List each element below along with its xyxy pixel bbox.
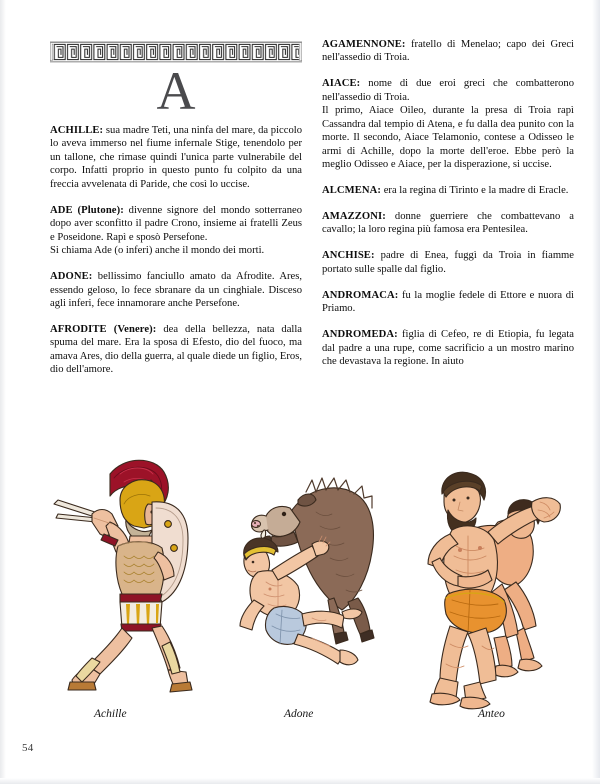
- entry-term: ALCMENA:: [322, 185, 382, 197]
- caption-achille: Achille: [94, 708, 127, 720]
- entry-term: ANCHISE:: [322, 250, 375, 262]
- page-number: 54: [22, 742, 34, 754]
- illustration-anteo: [406, 452, 566, 710]
- page-letter-heading: A: [156, 61, 196, 121]
- entry-text: nome di due eroi greci che combatterono nell'assedio di Troia.: [322, 78, 574, 103]
- caption-anteo: Anteo: [478, 708, 505, 720]
- entry-text: fratello di Menelao; capo dei Greci nell'assedio di Troia.: [322, 39, 574, 64]
- entry-term: ANDROMACA:: [322, 289, 399, 301]
- illustration-row: [38, 452, 568, 710]
- dictionary-entry: [322, 328, 574, 368]
- dictionary-entry: [50, 323, 302, 377]
- greek-meander-border-icon: [50, 41, 302, 63]
- entry-text: divenne signore del mondo sotterraneo dopo aver sconfitto il padre Crono, insieme ai fratelli Zeus e Poseidone. Rapì e sposò Persefone.: [50, 204, 302, 243]
- entry-term: ANDROMEDA:: [322, 329, 398, 341]
- entry-text: padre di Enea, fuggì da Troia in fiamme portato sulle spalle dal figlio.: [322, 250, 574, 275]
- text-column-left: [50, 124, 302, 377]
- caption-adone: Adone: [284, 708, 314, 720]
- illustration-adone: [220, 452, 380, 710]
- entry-text: fu la moglie fedele di Ettore e nuora di Priamo.: [322, 289, 574, 315]
- page-edge-bottom: [0, 778, 600, 784]
- entry-text: figlia di Cefeo, re di Etiopia, fu legata dal padre a una rupe, come sacrificio a un mostro marino che devastava la regione. In aiuto: [322, 329, 574, 368]
- entry-term: ADONE:: [50, 271, 93, 283]
- entry-term: ACHILLE:: [50, 125, 104, 136]
- illustration-achille: [48, 452, 208, 710]
- entry-continuation: Si chiama Ade (o inferi) anche il mondo dei morti.: [50, 245, 265, 257]
- entry-continuation: Il primo, Aiace Oileo, durante la presa di Troia rapì Cassandra dal tempio di Atena, e fu dalla dea punito con la morte. Il secondo, Aiace Telamonio, contese a Odisseo le armi di Achille, dopo la morte dell'eroe. Ebbe però la meglio Odisseo e Aiace, per la disperazione, si uccise.: [322, 105, 574, 171]
- dictionary-entry: [50, 270, 302, 310]
- dictionary-entry: [322, 210, 574, 237]
- entry-text: era la regina di Tirinto e la madre di Eracle.: [381, 185, 569, 197]
- dictionary-entry: [322, 289, 574, 316]
- entry-term: AMAZZONI:: [322, 211, 386, 223]
- entry-text: bellissimo fanciullo amato da Afrodite. Ares, essendo geloso, lo fece sbranare da un cinghiale. Disceso agli inferi, fece innamorare anche Persefone.: [50, 271, 302, 309]
- text-column-right: [322, 38, 574, 369]
- page-edge-right: [592, 0, 600, 784]
- dictionary-entry: [50, 124, 302, 191]
- entry-term: ADE (Plutone):: [50, 204, 124, 216]
- entry-term: AGAMENNONE:: [322, 39, 406, 50]
- dictionary-entry: [322, 38, 574, 65]
- entry-text: dea della bellezza, nata dalla spuma del mare. Era la sposa di Efesto, dio del fuoco, ma amava Ares, dio della guerra, al quale diede un figlio, Eros, dio dell'amore.: [50, 323, 302, 376]
- dictionary-entry: [322, 249, 574, 276]
- dictionary-entry: [322, 77, 574, 171]
- caption-row: [38, 708, 568, 730]
- page-edge-left: [0, 0, 6, 784]
- entry-text: donne guerriere che combattevano a cavallo; la loro regina più famosa era Pentesilea.: [322, 211, 574, 236]
- dictionary-entry: [50, 204, 302, 258]
- entry-term: AFRODITE (Venere):: [50, 323, 157, 335]
- entry-text: sua madre Teti, una ninfa del mare, da piccolo lo aveva immerso nel fiume infernale Stige, tenendolo per un tallone, che rimase quindi l'unica parte vulnerabile del corpo. Infatti proprio in questo punto fu colpito da una freccia avvelenata di Paride, che così lo uccise.: [50, 125, 302, 190]
- entry-term: AIACE:: [322, 78, 361, 90]
- dictionary-entry: [322, 184, 574, 197]
